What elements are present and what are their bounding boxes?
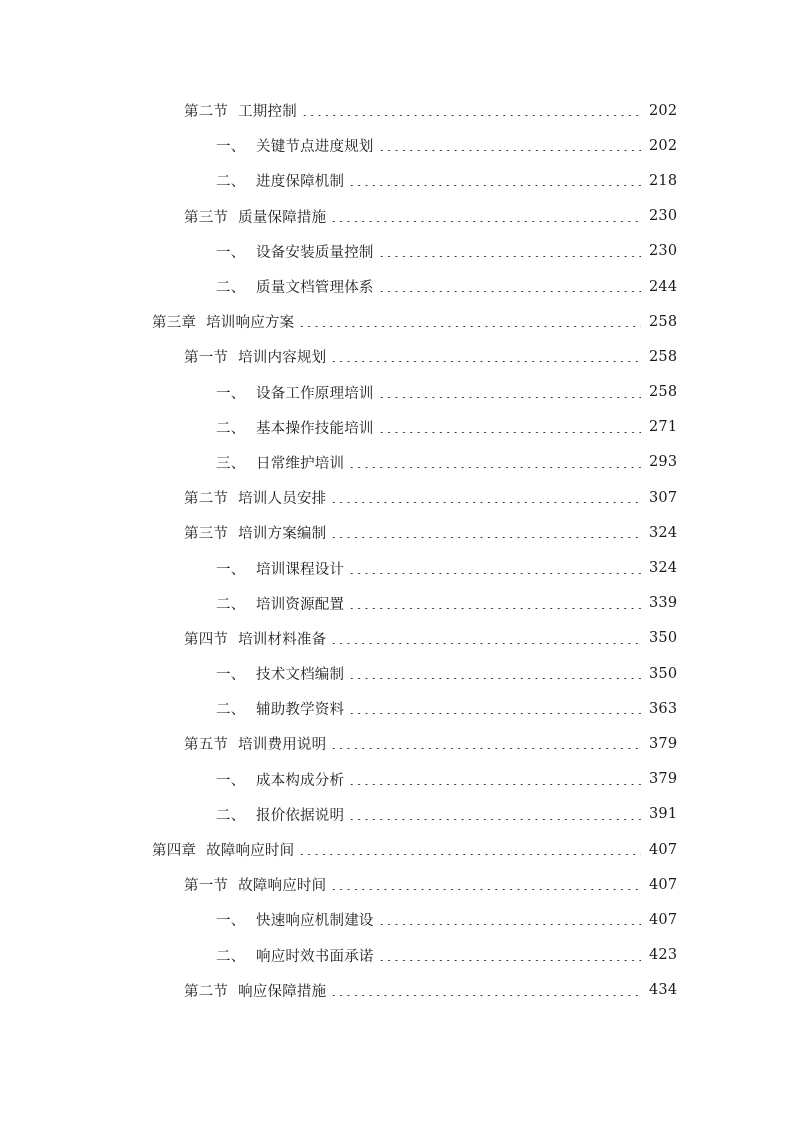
toc-entry-number: 二、 [216, 596, 246, 613]
toc-entry-number: 一、 [216, 561, 246, 578]
toc-entry[interactable] [0, 550, 793, 585]
toc-entry-number: 二、 [216, 280, 246, 297]
toc-entry-title: 培训课程设计 [256, 561, 345, 578]
toc-entry-page: 339 [649, 595, 678, 612]
toc-entry-number: 第二节 [184, 491, 229, 508]
toc-entry-number: 一、 [216, 772, 246, 789]
dot-leader [330, 502, 641, 503]
dot-leader [330, 643, 641, 644]
toc-entry-title: 质量文档管理体系 [256, 280, 374, 297]
dot-leader [378, 432, 641, 433]
toc-entry-page: 230 [649, 243, 678, 260]
toc-entry-page: 423 [649, 947, 678, 964]
toc-entry[interactable] [0, 410, 793, 445]
dot-leader [378, 256, 641, 257]
toc-entry[interactable] [0, 304, 793, 339]
toc-entry-page: 218 [649, 172, 678, 189]
dot-leader [330, 361, 641, 362]
toc-entry-page: 324 [649, 524, 678, 541]
toc-entry[interactable] [0, 726, 793, 761]
toc-entry-title: 响应时效书面承诺 [256, 948, 374, 965]
toc-entry-page: 258 [649, 348, 678, 365]
toc-entry-title: 技术文档编制 [256, 667, 345, 684]
toc-entry-number: 一、 [216, 385, 246, 402]
toc-entry-number: 二、 [216, 420, 246, 437]
dot-leader [378, 924, 641, 925]
toc-entry-title: 培训资源配置 [256, 596, 345, 613]
toc-entry-page: 391 [649, 806, 678, 823]
toc-entry-number: 二、 [216, 702, 246, 719]
toc-entry-title: 培训内容规划 [238, 350, 327, 367]
toc-entry-title: 故障响应时间 [206, 843, 295, 860]
toc-entry-number: 第三节 [184, 526, 229, 543]
toc-entry-page: 202 [649, 137, 678, 154]
toc-entry-title: 辅助教学资料 [256, 702, 345, 719]
toc-entry-title: 培训方案编制 [238, 526, 327, 543]
toc-entry[interactable] [0, 269, 793, 304]
toc-entry-number: 第一节 [184, 350, 229, 367]
dot-leader [348, 573, 641, 574]
toc-entry[interactable] [0, 163, 793, 198]
toc-entry-page: 407 [649, 841, 678, 858]
toc-entry-number: 一、 [216, 667, 246, 684]
toc-entry-page: 379 [649, 735, 678, 752]
toc-entry-title: 响应保障措施 [238, 983, 327, 1000]
toc-entry[interactable] [0, 938, 793, 973]
toc-entry[interactable] [0, 973, 793, 1008]
dot-leader [298, 326, 641, 327]
toc-entry-title: 故障响应时间 [238, 878, 327, 895]
toc-entry-page: 258 [649, 313, 678, 330]
toc-entry[interactable] [0, 339, 793, 374]
dot-leader [348, 713, 641, 714]
toc-entry-title: 培训人员安排 [238, 491, 327, 508]
toc-entry-page: 230 [649, 208, 678, 225]
dot-leader [298, 854, 641, 855]
toc-entry[interactable] [0, 797, 793, 832]
dot-leader [378, 397, 641, 398]
toc-entry-title: 报价依据说明 [256, 807, 345, 824]
toc-entry-page: 407 [649, 911, 678, 928]
toc-entry-title: 日常维护培训 [256, 455, 345, 472]
dot-leader [348, 467, 641, 468]
toc-entry-page: 407 [649, 876, 678, 893]
toc-entry-page: 350 [649, 665, 678, 682]
toc-entry-number: 二、 [216, 807, 246, 824]
dot-leader [348, 185, 641, 186]
toc-entry-title: 快速响应机制建设 [256, 913, 374, 930]
toc-entry[interactable] [0, 234, 793, 269]
toc-entry-title: 培训费用说明 [238, 737, 327, 754]
toc-entry[interactable] [0, 691, 793, 726]
dot-leader [330, 889, 641, 890]
toc-entry-number: 第四节 [184, 631, 229, 648]
toc-entry-title: 工期控制 [238, 104, 297, 121]
toc-entry[interactable] [0, 656, 793, 691]
dot-leader [330, 537, 641, 538]
toc-entry-page: 202 [649, 102, 678, 119]
toc-entry[interactable] [0, 375, 793, 410]
toc-entry-number: 第二节 [184, 104, 229, 121]
toc-entry[interactable] [0, 128, 793, 163]
toc-entry-page: 379 [649, 771, 678, 788]
toc-entry[interactable] [0, 867, 793, 902]
toc-entry-number: 第一节 [184, 878, 229, 895]
dot-leader [330, 995, 641, 996]
dot-leader [348, 608, 641, 609]
dot-leader [348, 819, 641, 820]
toc-entry-page: 293 [649, 454, 678, 471]
toc-entry[interactable] [0, 515, 793, 550]
toc-entry-number: 一、 [216, 913, 246, 930]
toc-entry[interactable] [0, 93, 793, 128]
toc-entry-title: 进度保障机制 [256, 174, 345, 191]
toc-entry[interactable] [0, 762, 793, 797]
toc-entry-number: 第三节 [184, 209, 229, 226]
toc-entry-page: 244 [649, 278, 678, 295]
toc-entry-number: 二、 [216, 174, 246, 191]
toc-entry-title: 设备工作原理培训 [256, 385, 374, 402]
table-of-contents [0, 93, 793, 1008]
toc-entry-page: 324 [649, 560, 678, 577]
toc-entry-number: 一、 [216, 139, 246, 156]
toc-entry[interactable] [0, 902, 793, 937]
toc-entry-page: 350 [649, 630, 678, 647]
dot-leader [301, 115, 641, 116]
dot-leader [378, 960, 641, 961]
toc-entry[interactable] [0, 621, 793, 656]
toc-entry[interactable] [0, 586, 793, 621]
toc-entry-title: 质量保障措施 [238, 209, 327, 226]
toc-entry-number: 第三章 [152, 315, 197, 332]
toc-entry-number: 第五节 [184, 737, 229, 754]
toc-entry-title: 基本操作技能培训 [256, 420, 374, 437]
toc-entry-page: 307 [649, 489, 678, 506]
dot-leader [348, 784, 641, 785]
toc-entry-page: 434 [649, 982, 678, 999]
dot-leader [378, 150, 641, 151]
toc-entry-number: 三、 [216, 455, 246, 472]
toc-entry-page: 271 [649, 419, 678, 436]
toc-entry[interactable] [0, 832, 793, 867]
toc-entry-title: 关键节点进度规划 [256, 139, 374, 156]
toc-entry-number: 二、 [216, 948, 246, 965]
dot-leader [330, 748, 641, 749]
toc-entry-number: 第二节 [184, 983, 229, 1000]
toc-entry-number: 一、 [216, 244, 246, 261]
toc-entry-title: 设备安装质量控制 [256, 244, 374, 261]
dot-leader [378, 291, 641, 292]
toc-entry-page: 363 [649, 700, 678, 717]
toc-entry[interactable] [0, 445, 793, 480]
toc-entry-title: 培训材料准备 [238, 631, 327, 648]
toc-entry[interactable] [0, 199, 793, 234]
dot-leader [330, 221, 641, 222]
dot-leader [348, 678, 641, 679]
toc-entry-title: 培训响应方案 [206, 315, 295, 332]
toc-entry[interactable] [0, 480, 793, 515]
toc-entry-title: 成本构成分析 [256, 772, 345, 789]
toc-entry-page: 258 [649, 384, 678, 401]
toc-entry-number: 第四章 [152, 843, 197, 860]
